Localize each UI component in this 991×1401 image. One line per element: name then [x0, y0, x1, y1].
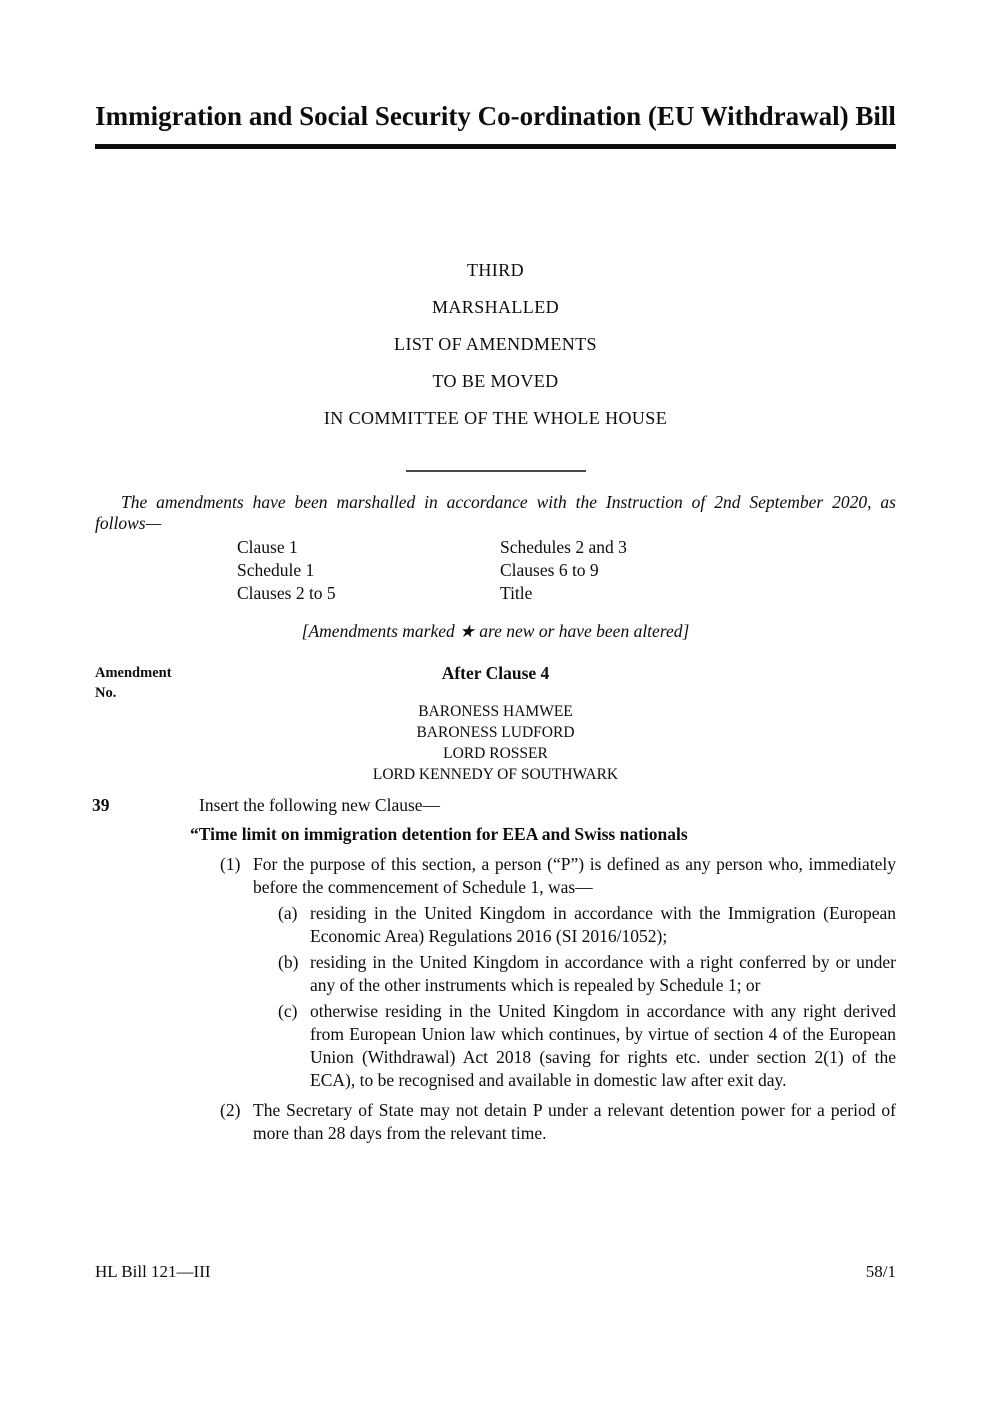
amendment-number: 39: [92, 795, 110, 815]
heading-line: TO BE MOVED: [432, 371, 559, 391]
heading-line: LIST OF AMENDMENTS: [394, 334, 597, 354]
order-item: Clauses 6 to 9: [500, 560, 599, 580]
order-item: Schedules 2 and 3: [500, 537, 627, 557]
order-item: Clauses 2 to 5: [237, 583, 336, 603]
marshalling-note-line: The amendments have been marshalled in accordance with the Instruction of 2nd September 2020, as: [121, 492, 896, 512]
subsection-1-items: [253, 902, 896, 1092]
subsection-number: (1): [220, 854, 241, 874]
heading-line: MARSHALLED: [431, 297, 559, 317]
section-heading: After Clause 4: [441, 663, 550, 683]
subsection-2: [220, 1099, 896, 1145]
sponsor-list: [95, 701, 896, 785]
paragraph-a: [278, 902, 896, 948]
amendment-body: [190, 794, 896, 1145]
amendment-39: [92, 794, 896, 1145]
star-legend-note: [Amendments marked ★ are new or have been altered]: [301, 621, 690, 641]
marshalling-note: [95, 492, 896, 534]
order-item: Title: [500, 583, 533, 603]
heading-line: IN COMMITTEE OF THE WHOLE HOUSE: [323, 408, 668, 428]
sponsor-name: BARONESS LUDFORD: [416, 724, 575, 741]
page-footer: [95, 1261, 896, 1283]
paragraph-number: (c): [278, 1001, 298, 1021]
marshalling-order-left-column: [237, 536, 500, 605]
subsection-text: For the purpose of this section, a person (“P”) is defined as any person who, immediately before the commencement of Schedule 1, was—: [253, 854, 896, 897]
amendment-instruction: Insert the following new Clause—: [199, 795, 441, 815]
amendment-no-label-line: No.: [95, 685, 117, 701]
subsection-number: (2): [220, 1100, 241, 1120]
title-double-rule: [95, 144, 896, 149]
amendment-section-header: [95, 662, 896, 701]
paragraph-text: residing in the United Kingdom in accordance with a right conferred by or under any of the other instruments which is repealed by Schedule 1; or: [310, 952, 896, 995]
sponsor-name: BARONESS HAMWEE: [418, 703, 573, 720]
marshalling-order-right-column: [500, 536, 627, 605]
paragraph-b: [278, 951, 896, 997]
sponsor-name: LORD KENNEDY OF SOUTHWARK: [372, 766, 619, 783]
amendment-no-label-line: Amendment: [95, 665, 172, 681]
marshalled-list-heading: [95, 261, 896, 428]
paragraph-text: residing in the United Kingdom in accordance with the Immigration (European Economic Area) Regulations 2016 (SI 2016/1052);: [310, 903, 896, 946]
order-item: Clause 1: [237, 537, 298, 557]
heading-line: THIRD: [467, 260, 524, 280]
marshalling-note-line: follows—: [95, 513, 162, 533]
subsection-text: The Secretary of State may not detain P under a relevant detention power for a period of more than 28 days from the relevant time.: [253, 1100, 896, 1143]
paragraph-c: [278, 1000, 896, 1092]
footer-bill-number: HL Bill 121—III: [95, 1262, 211, 1281]
paragraph-number: (a): [278, 903, 298, 923]
paragraph-number: (b): [278, 952, 299, 972]
marshalling-order: [95, 536, 896, 605]
sponsor-name: LORD ROSSER: [443, 745, 548, 762]
bill-title: Immigration and Social Security Co-ordination (EU Withdrawal) Bill: [95, 101, 896, 131]
paragraph-text: otherwise residing in the United Kingdom in accordance with any right derived from European Union law which continues, by virtue of section 4 of the European Union (Withdrawal) Act 2018 (saving for rights etc. under section 2(1) of the ECA), to be recognised and available in domestic law after exit day.: [310, 1001, 896, 1090]
order-item: Schedule 1: [237, 560, 315, 580]
footer-page-number: 58/1: [865, 1262, 896, 1281]
section-divider-rule: [406, 470, 586, 472]
new-clause-title: “Time limit on immigration detention for EEA and Swiss nationals: [190, 824, 688, 844]
subsection-1: [220, 853, 896, 1092]
amendment-no-column-label: [95, 663, 195, 703]
